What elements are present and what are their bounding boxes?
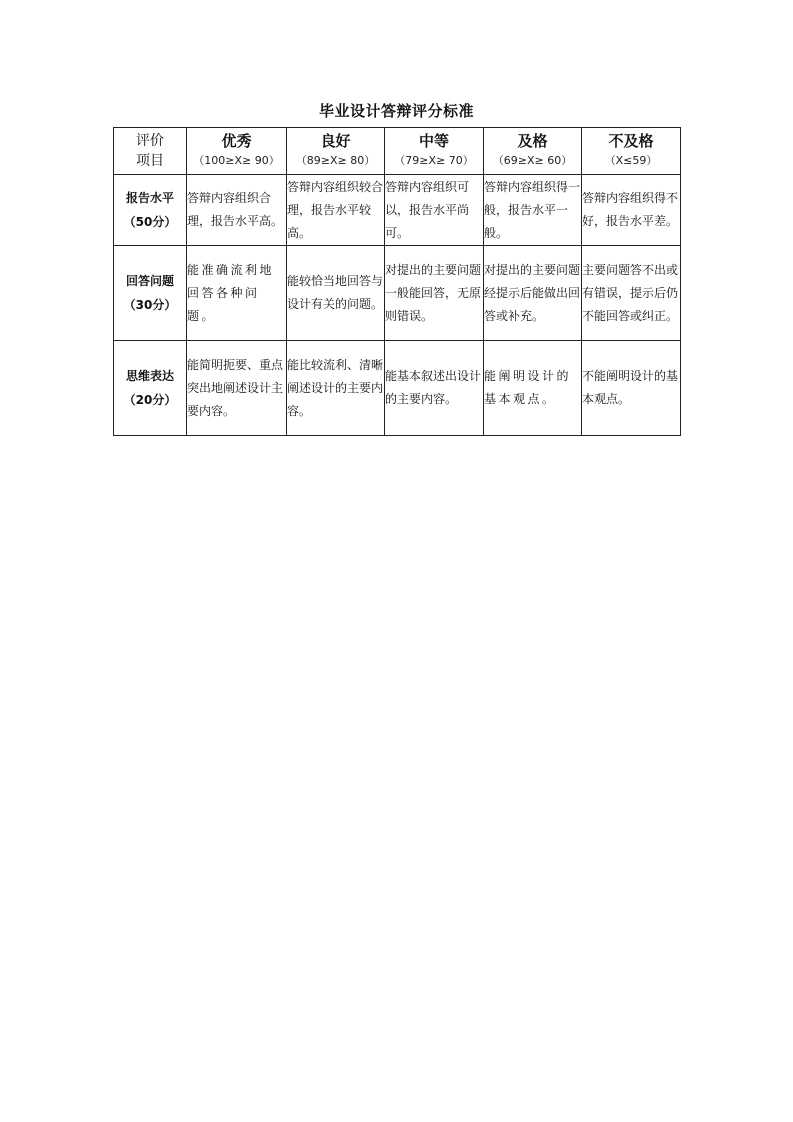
- grade-header-good: [287, 128, 385, 175]
- row-item-name: 思维表达: [125, 369, 174, 383]
- row-item-points: （30分）: [123, 298, 177, 312]
- criteria-cell: 不能阐明设计的基本观点。: [582, 341, 681, 436]
- grade-label: 良好: [320, 132, 351, 150]
- criteria-cell: 能比较流利、清晰阐述设计的主要内容。: [287, 341, 385, 436]
- criteria-cell: 对提出的主要问题经提示后能做出回答或补充。: [484, 246, 582, 341]
- row-item-name: 报告水平: [125, 191, 174, 205]
- corner-label-evaluation: 评价: [136, 133, 164, 149]
- grade-range: （89≥X≥ 80）: [295, 154, 376, 167]
- criteria-cell: 答辩内容组织得不好，报告水平差。: [582, 175, 681, 246]
- grade-label: 中等: [418, 132, 449, 150]
- grade-header-pass: [484, 128, 582, 175]
- criteria-cell: 能准确流利地回答各种问题。: [187, 246, 287, 341]
- grading-criteria-table: [113, 127, 681, 436]
- criteria-cell: 能简明扼要、重点突出地阐述设计主要内容。: [187, 341, 287, 436]
- grade-range: （79≥X≥ 70）: [394, 154, 474, 167]
- row-item-name: 回答问题: [125, 274, 174, 288]
- criteria-cell: 答辩内容组织可以，报告水平尚可。: [385, 175, 484, 246]
- grade-label: 优秀: [221, 132, 252, 150]
- grade-label: 及格: [517, 132, 548, 150]
- row-item-points: （20分）: [123, 393, 177, 407]
- corner-label-item: 项目: [136, 153, 164, 169]
- grade-label: 不及格: [608, 132, 654, 150]
- criteria-cell: 能较恰当地回答与设计有关的问题。: [287, 246, 385, 341]
- table-row-answering-questions: [114, 246, 681, 341]
- table-row-thinking-expression: [114, 341, 681, 436]
- criteria-cell: 能基本叙述出设计的主要内容。: [385, 341, 484, 436]
- criteria-cell: 对提出的主要问题一般能回答，无原则错误。: [385, 246, 484, 341]
- criteria-cell: 答辩内容组织得一般，报告水平一般。: [484, 175, 582, 246]
- grade-header-fail: [582, 128, 681, 175]
- grade-header-medium: [385, 128, 484, 175]
- criteria-cell: 主要问题答不出或有错误，提示后仍不能回答或纠正。: [582, 246, 681, 341]
- row-label-cell: [114, 175, 187, 246]
- grade-header-excellent: [187, 128, 287, 175]
- criteria-cell: 答辩内容组织较合理，报告水平较高。: [287, 175, 385, 246]
- grade-range: （100≥X≥ 90）: [193, 154, 280, 167]
- row-label-cell: [114, 246, 187, 341]
- table-row-report-level: [114, 175, 681, 246]
- header-corner-cell: [114, 128, 187, 175]
- row-label-cell: [114, 341, 187, 436]
- criteria-cell: 能阐明设计的基本观点。: [484, 341, 582, 436]
- criteria-cell: 答辩内容组织合理，报告水平高。: [187, 175, 287, 246]
- grade-range: （X≤59）: [604, 154, 658, 167]
- table-header-row: [114, 128, 681, 175]
- row-item-points: （50分）: [123, 215, 177, 229]
- document-title: 毕业设计答辩评分标准: [318, 102, 474, 120]
- grade-range: （69≥X≥ 60）: [492, 154, 573, 167]
